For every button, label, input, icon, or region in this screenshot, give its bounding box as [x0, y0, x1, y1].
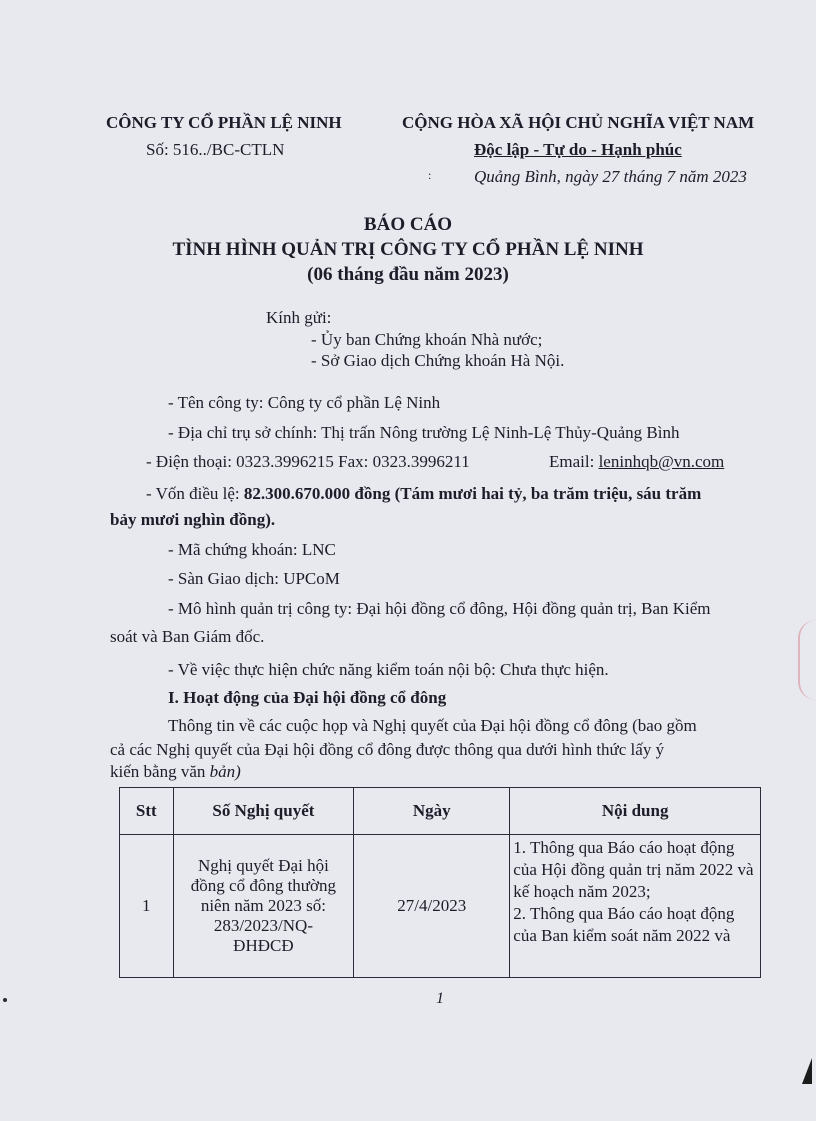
col-header-resolution-no: Số Nghị quyết: [173, 788, 354, 835]
cell-stt: 1: [120, 835, 174, 978]
cell-date: 27/4/2023: [354, 835, 510, 978]
resolution-no-text: Nghị quyết Đại hội đồng cổ đông thường niên năm 2023 số: 283/2023/NQ-ĐHĐCĐ: [190, 856, 337, 955]
section-intro-italic: bản): [209, 762, 241, 781]
col-header-stt: Stt: [120, 788, 174, 835]
address-line: - Địa chỉ trụ sở chính: Thị trấn Nông trường Lệ Ninh-Lệ Thủy-Quảng Bình: [168, 423, 680, 442]
page-number: 1: [436, 990, 444, 1007]
national-motto: Độc lập - Tự do - Hạnh phúc: [474, 140, 682, 159]
capital-value: 82.300.670.000 đồng (Tám mươi hai tỷ, ba trăm triệu, sáu trăm: [243, 484, 702, 503]
recipients-label: Kính gửi:: [266, 308, 332, 327]
section-intro: Thông tin về các cuộc họp và Nghị quyết của Đại hội đồng cổ đông (bao gồm: [168, 716, 697, 735]
governance-line: - Mô hình quản trị công ty: Đại hội đồng cổ đông, Hội đồng quản trị, Ban Kiểm: [168, 599, 711, 618]
recipient-item: - Sở Giao dịch Chứng khoán Hà Nội.: [311, 351, 565, 370]
governance-line-cont: soát và Ban Giám đốc.: [110, 627, 265, 646]
section-intro-text: kiến bằng văn: [110, 762, 210, 781]
exchange-line: - Sàn Giao dịch: UPCoM: [168, 569, 340, 588]
audit-line: - Về việc thực hiện chức năng kiểm toán nội bộ: Chưa thực hiện.: [168, 660, 609, 679]
col-header-content: Nội dung: [510, 788, 761, 835]
charter-capital-line: [146, 484, 701, 504]
resolutions-table: [119, 787, 761, 978]
stock-code-line: - Mã chứng khoán: LNC: [168, 540, 336, 559]
document-date: Quảng Bình, ngày 27 tháng 7 năm 2023: [474, 167, 747, 186]
stamp-edge-decoration: [798, 620, 816, 700]
scan-edge-mark: [802, 1058, 812, 1084]
col-header-date: Ngày: [354, 788, 510, 835]
content-item-1: 1. Thông qua Báo cáo hoạt động của Hội đồng quản trị năm 2022 và kế hoạch năm 2023;: [513, 838, 754, 901]
section-intro: cả các Nghị quyết của Đại hội đồng cổ đông được thông qua dưới hình thức lấy ý: [110, 740, 665, 759]
scan-speck: [3, 998, 7, 1002]
title-line-2: TÌNH HÌNH QUẢN TRỊ CÔNG TY CỔ PHẦN LỆ NINH: [172, 239, 644, 260]
email-link[interactable]: leninhqb@vn.com: [598, 452, 725, 471]
company-name-line: - Tên công ty: Công ty cổ phần Lệ Ninh: [168, 393, 441, 412]
cell-resolution-no: [173, 835, 354, 978]
title-line-1: BÁO CÁO: [363, 214, 453, 235]
email-label: Email:: [549, 452, 599, 471]
section-heading: I. Hoạt động của Đại hội đồng cổ đông: [168, 688, 447, 707]
cell-content: [510, 835, 761, 978]
recipient-item: - Ủy ban Chứng khoán Nhà nước;: [311, 330, 543, 349]
email-line: [549, 452, 724, 472]
company-name-header: CÔNG TY CỔ PHẦN LỆ NINH: [106, 113, 342, 132]
content-item-2: 2. Thông qua Báo cáo hoạt động của Ban kiểm soát năm 2022 và: [513, 904, 735, 945]
report-title: [0, 212, 816, 287]
capital-value-cont: bảy mươi nghìn đồng).: [110, 510, 276, 529]
table-row: [120, 835, 761, 978]
title-line-3: (06 tháng đầu năm 2023): [307, 264, 509, 285]
table-header-row: [120, 788, 761, 835]
republic-title: CỘNG HÒA XÃ HỘI CHỦ NGHĨA VIỆT NAM: [402, 113, 755, 132]
capital-prefix: - Vốn điều lệ:: [146, 484, 244, 503]
stray-mark: :: [428, 168, 432, 182]
section-intro: [110, 762, 241, 782]
phone-fax-line: - Điện thoại: 0323.3996215 Fax: 0323.3996211: [146, 452, 470, 471]
document-number: Số: 516../BC-CTLN: [146, 140, 285, 159]
